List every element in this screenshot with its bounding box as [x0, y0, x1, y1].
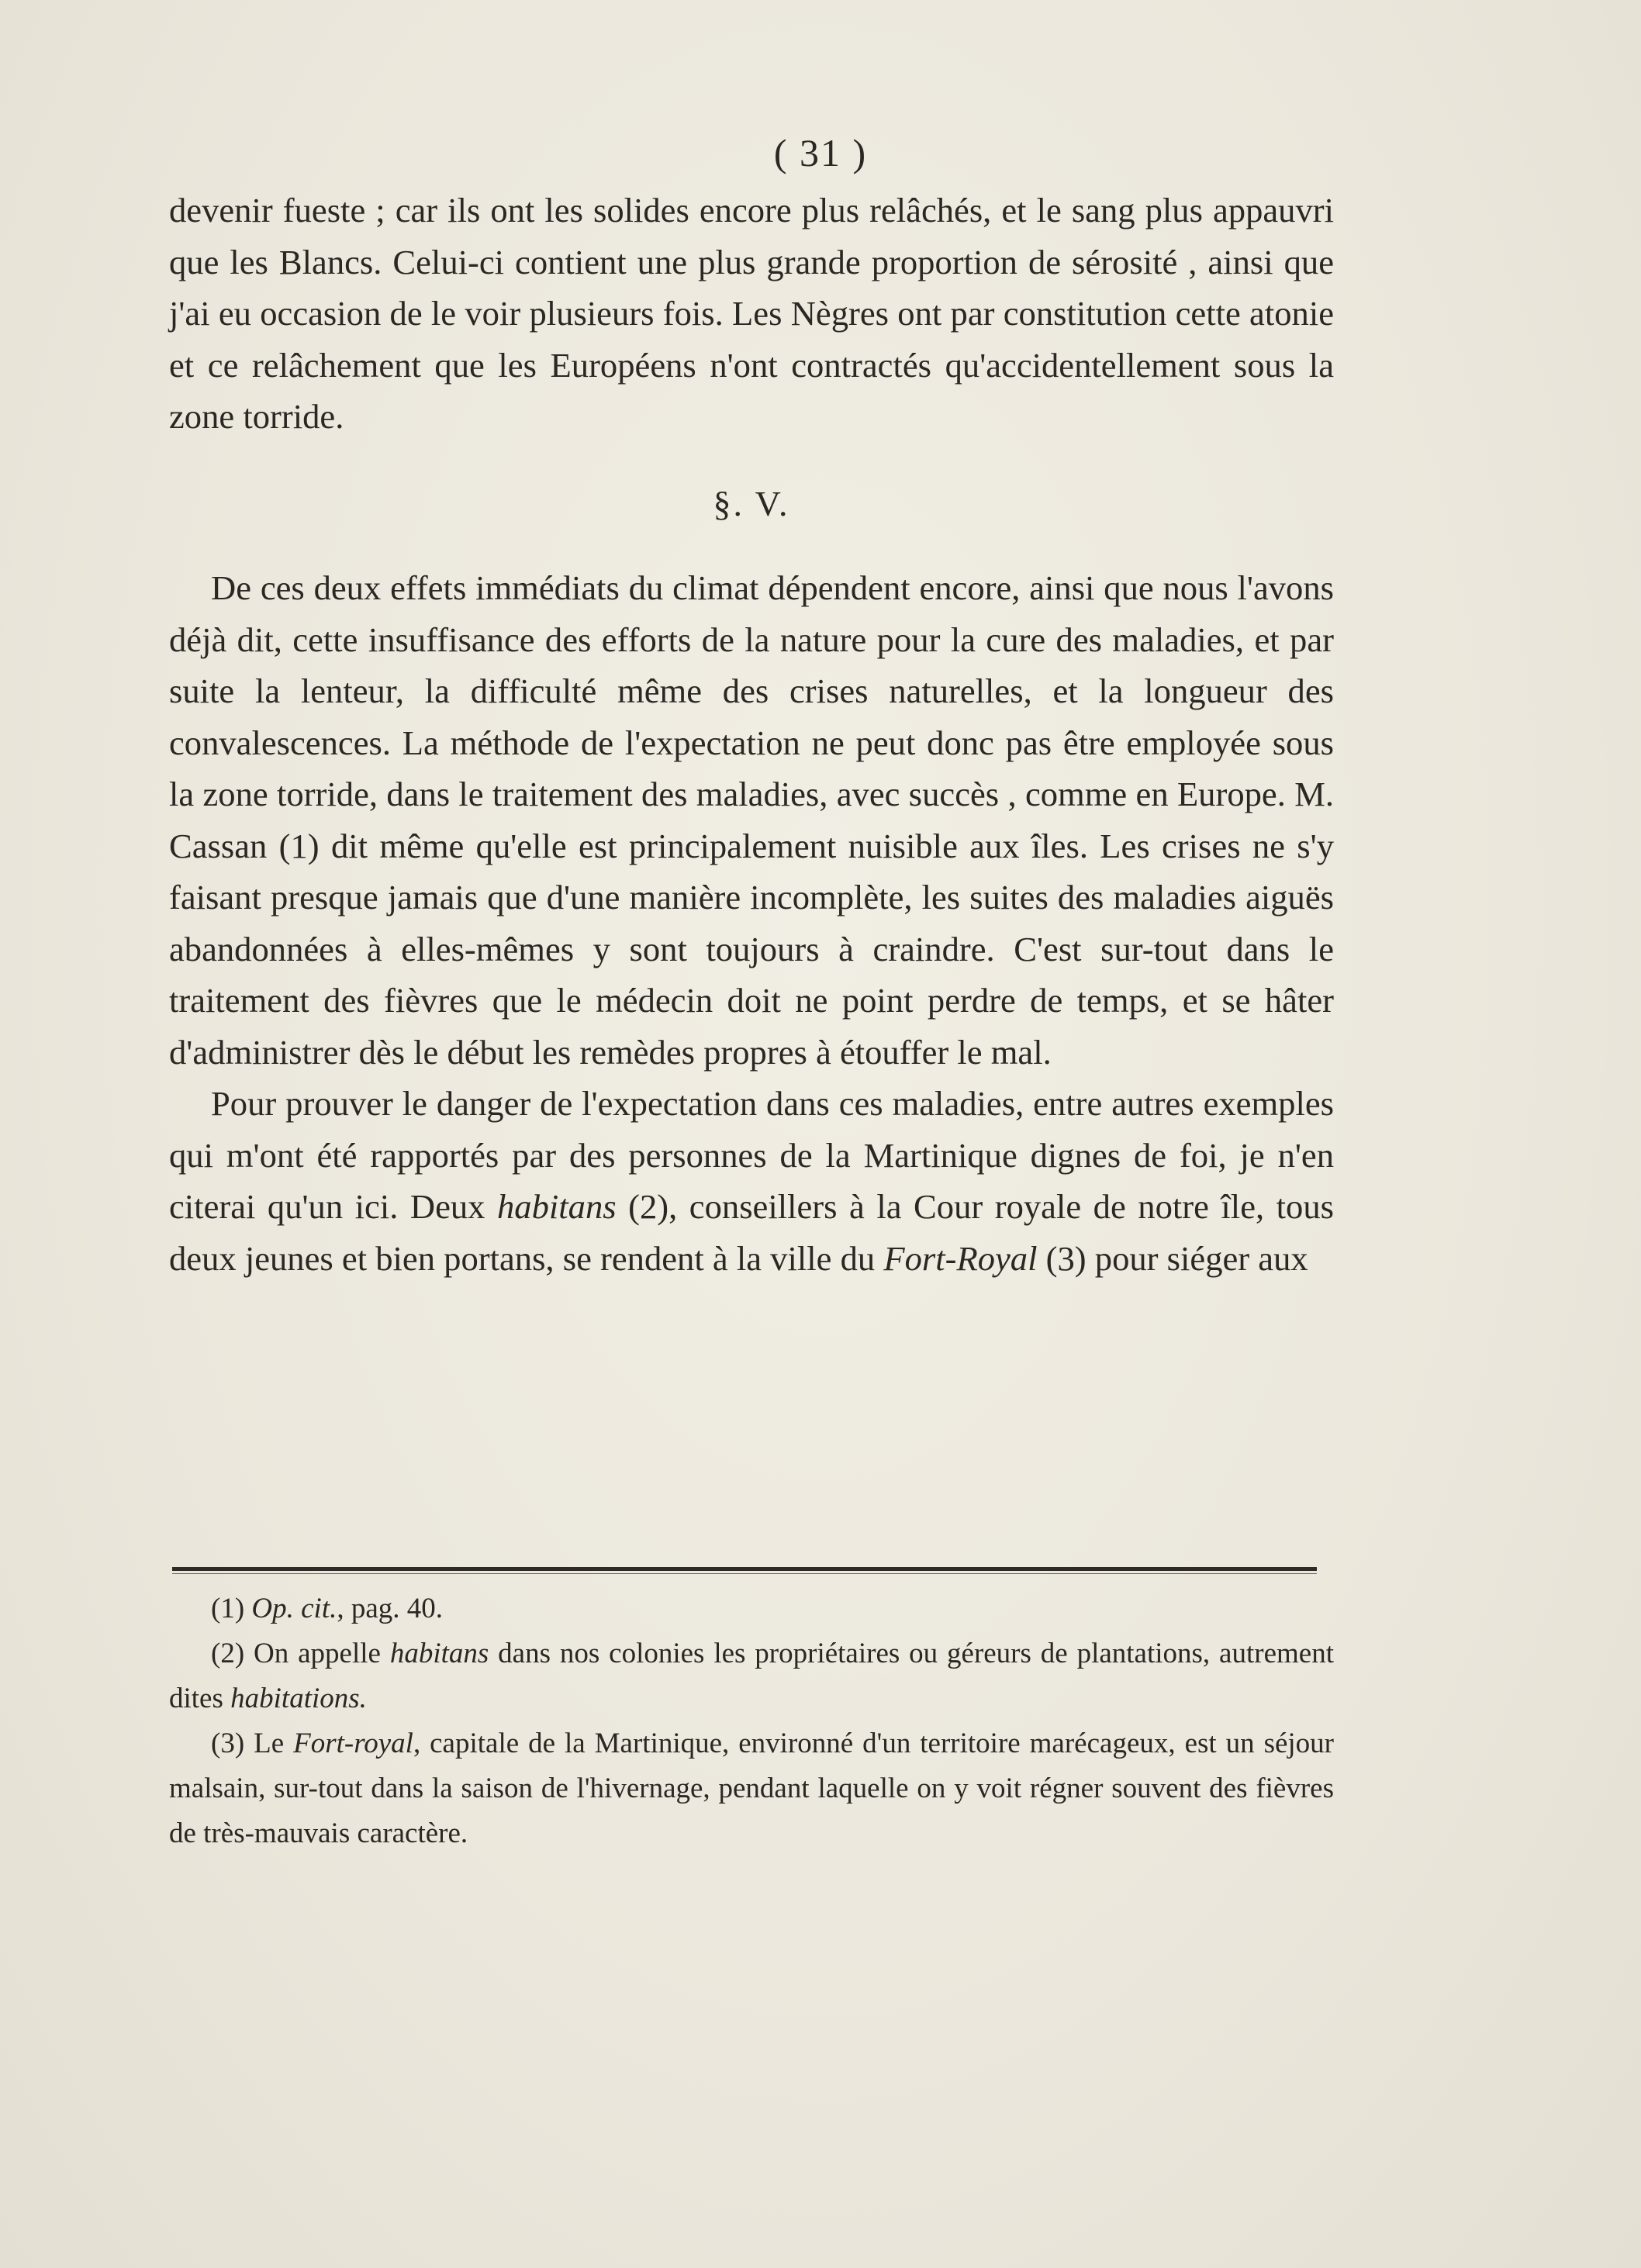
paragraph-2: De ces deux effets immédiats du climat dépendent encore, ainsi que nous l'avons déjà dit, cette insuffisance des efforts de la nature pour la cure des maladies, et par suite la lenteur, la difficulté même des crises naturelles, et la longueur des convalescences. La méthode de l'expectation ne peut donc pas être employée sous la zone torride, dans le traitement des maladies, avec succès , comme en Europe. M. Cassan (1) dit même qu'elle est principalement nuisible aux îles. Les crises ne s'y faisant presque jamais que d'une manière incomplète, les suites des maladies aiguës abandonnées à elles-mêmes y sont toujours à craindre. C'est sur-tout dans le traitement des fièvres que le médecin doit ne point perdre de temps, et se hâter d'administrer dès le début les remèdes propres à étouffer le mal.: [169, 568, 1334, 1072]
footnote-3-text-a: Le: [254, 1728, 294, 1759]
footnote-2: [169, 1631, 1334, 1721]
paragraph-3-text-a: Pour prouver le danger de l'expectation dans ces maladies, entre autres exemples qui m'ont été rapportés par des personnes de la Martinique dignes de foi, je n'en citerai qu'un ici. Deux: [169, 1084, 1334, 1226]
paragraph-1: devenir fueste ; car ils ont les solides encore plus relâchés, et le sang plus appauvri que les Blancs. Celui-ci contient une plus grande proportion de sérosité , ainsi que j'ai eu occasion de le voir plusieurs fois. Les Nègres ont par constitution cette atonie et ce relâchement que les Européens n'ont contractés qu'accidentellement sous la zone torride.: [169, 191, 1334, 436]
footnote-1-italic: Op. cit.: [251, 1593, 337, 1624]
footnote-2-text-b: dans nos colonies les propriétaires ou géreurs de plantations, autrement dites: [169, 1638, 1334, 1714]
footnote-rule-thin: [172, 1573, 1317, 1574]
footnote-rule: [172, 1567, 1317, 1571]
footnote-2-text-a: On appelle: [254, 1638, 390, 1669]
footnote-3: [169, 1721, 1334, 1856]
paragraph-3-italic-fort-royal: Fort-Royal: [883, 1238, 1038, 1278]
page-number: ( 31 ): [773, 131, 868, 174]
footnotes: [169, 1586, 1334, 1856]
paragraph-3-text-c: (3) pour siéger aux: [1037, 1238, 1308, 1278]
footnote-2-italic-habitans: habitans: [389, 1638, 489, 1669]
footnote-3-number: (3): [211, 1728, 245, 1759]
paragraph-3: [169, 1078, 1334, 1284]
main-text: [169, 185, 1334, 1284]
footnote-3-text-b: , capitale de la Martinique, environné d'un territoire marécageux, est un séjour malsain, sur-tout dans la saison de l'hivernage, pendant laquelle on y voit régner souvent des fièvres de très-mauvais caractère.: [169, 1728, 1334, 1849]
footnote-1: [169, 1586, 1334, 1631]
footnote-2-number: (2): [211, 1638, 245, 1669]
footnote-3-italic: Fort-royal: [293, 1728, 413, 1759]
paragraph-3-italic-habitans: habitans: [497, 1187, 617, 1226]
footnote-2-italic-habitations: habitations.: [230, 1683, 367, 1714]
footnote-1-text: , pag. 40.: [337, 1593, 444, 1624]
footnote-1-number: (1): [211, 1593, 245, 1624]
paragraph-3-text-b: (2), conseillers à la Cour royale de notre île, tous deux jeunes et bien portans, se rendent à la ville du: [169, 1187, 1334, 1278]
section-heading: §. V.: [713, 483, 790, 523]
